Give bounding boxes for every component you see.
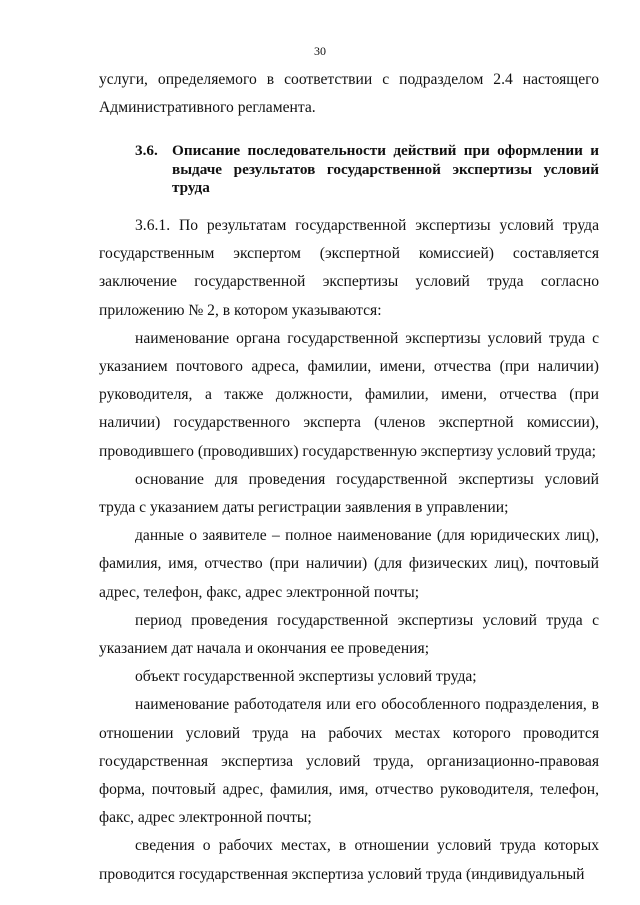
section-title: Описание последовательности действий при оформлении и выдаче результатов государственной экспертизы условий труда — [172, 142, 599, 197]
paragraph-3-6-1: 3.6.1. По результатам государственной экспертизы условий труда государственным экспертом (экспертной комиссией) составляется заключение государственной экспертизы условий труда согласно приложению № 2, в котором указываются: — [99, 216, 599, 319]
list-item-workplaces: сведения о рабочих местах, в отношении условий труда которых проводится государственная экспертиза условий труда (индивидуальный — [99, 837, 599, 883]
page-number: 30 — [314, 44, 326, 58]
list-item-employer: наименование работодателя или его обособленного подразделения, в отношении условий труда на рабочих местах которого проводится государственная экспертиза условий труда, организационно-правовая форма, почтовый адрес, фамилия, имя, отчество руководителя, телефон, факс, адрес электронной почты; — [99, 696, 599, 827]
section-heading — [99, 142, 599, 198]
list-item-applicant: данные о заявителе – полное наименование (для юридических лиц), фамилия, имя, отчество (при наличии) (для физических лиц), почтовый адрес, телефон, факс, адрес электронной почты; — [99, 527, 599, 601]
list-item-period: период проведения государственной экспертизы условий труда с указанием дат начала и окончания ее проведения; — [99, 611, 599, 657]
scan-mark-right — [466, 871, 482, 874]
list-item-basis: основание для проведения государственной экспертизы условий труда с указанием даты регистрации заявления в управлении; — [99, 470, 599, 516]
scan-mark-left — [186, 871, 198, 874]
list-item-organ: наименование органа государственной экспертизы условий труда с указанием почтового адреса, фамилии, имени, отчества (при наличии) руководителя, а также должности, фамилии, имени, отчества (при наличии) государственного эксперта (членов экспертной комиссии), проводившего (проводивших) государственную экспертизу условий труда; — [99, 329, 599, 460]
list-item-object: объект государственной экспертизы условий труда; — [135, 668, 477, 686]
continuation-paragraph: услуги, определяемого в соответствии с подразделом 2.4 настоящего Административного регламента. — [99, 71, 599, 117]
document-body — [99, 66, 599, 889]
section-number: 3.6. — [135, 142, 158, 160]
